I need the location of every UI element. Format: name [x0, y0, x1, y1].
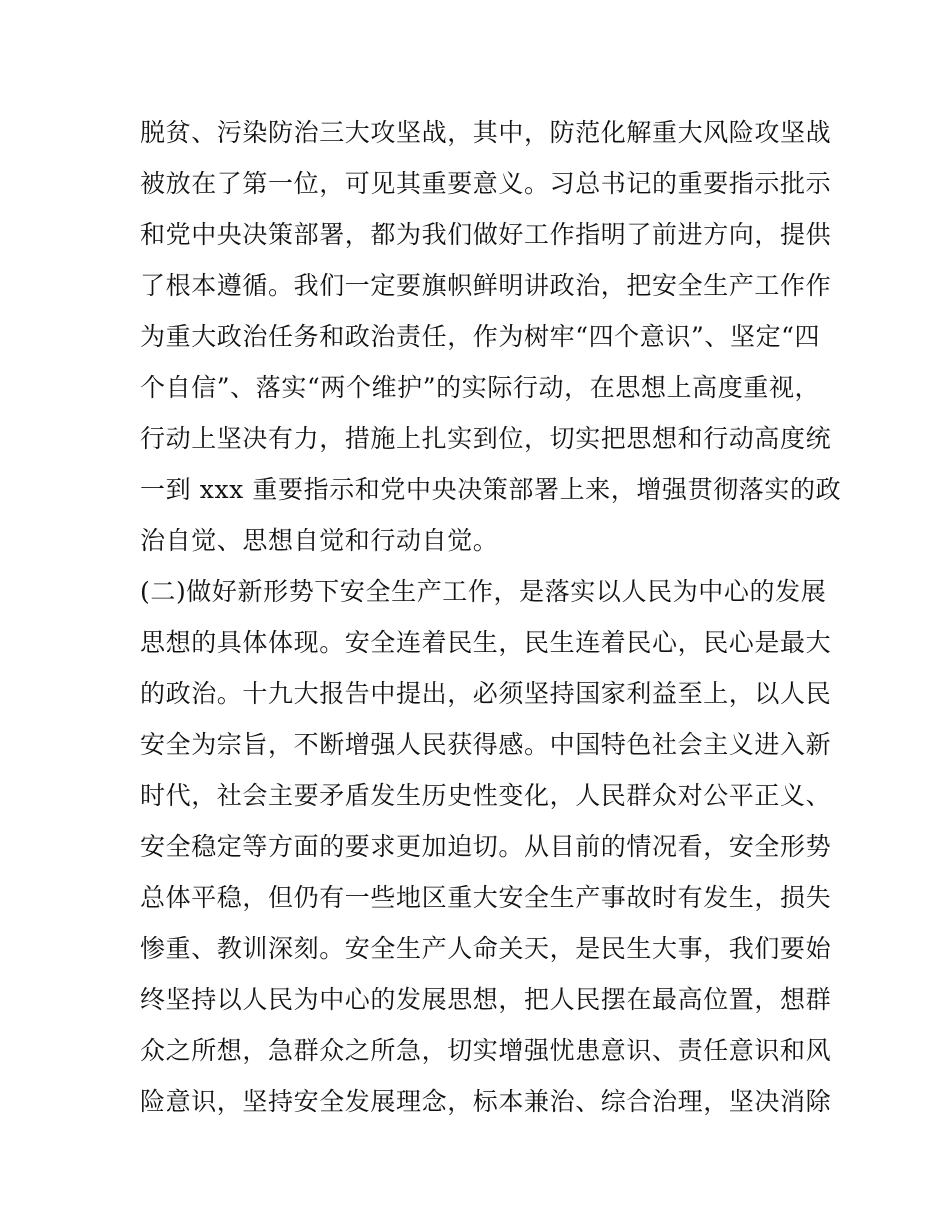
text-line: 为重大政治任务和政治责任，作为树牢“四个意识”、坚定“四 [140, 322, 821, 351]
text-line: 时代，社会主要矛盾发生历史性变化，人民群众对公平正义、 [140, 781, 832, 810]
text-line: 思想的具体体现。安全连着民生，民生连着民心，民心是最大 [140, 628, 832, 657]
text-line: 安全稳定等方面的要求更加迫切。从目前的情况看，安全形势 [140, 832, 832, 861]
text-line: 脱贫、污染防治三大攻坚战，其中，防范化解重大风险攻坚战 [140, 118, 832, 147]
text-line: 众之所想，急群众之所急，切实增强忧患意识、责任意识和风 [140, 1036, 832, 1065]
text-line: 行动上坚决有力，措施上扎实到位，切实把思想和行动高度统 [140, 424, 832, 453]
text-line: 惨重、教训深刻。安全生产人命关天，是民生大事，我们要始 [140, 934, 832, 963]
text-line: 被放在了第一位，可见其重要意义。习总书记的重要指示批示 [140, 169, 832, 198]
body-text [140, 107, 842, 1127]
text-line: 了根本遵循。我们一定要旗帜鲜明讲政治，把安全生产工作作 [140, 271, 832, 300]
section-heading-line: (二)做好新形势下安全生产工作，是落实以人民为中心的发展 [140, 577, 827, 606]
text-line: 一到 xxx 重要指示和党中央决策部署上来，增强贯彻落实的政 [140, 475, 842, 504]
text-line: 总体平稳，但仍有一些地区重大安全生产事故时有发生，损失 [140, 883, 832, 912]
text-line: 治自觉、思想自觉和行动自觉。 [140, 526, 499, 555]
text-line: 和党中央决策部署，都为我们做好工作指明了前进方向，提供 [140, 220, 832, 249]
text-line: 的政治。十九大报告中提出，必须坚持国家利益至上，以人民 [140, 679, 832, 708]
text-line: 安全为宗旨，不断增强人民获得感。中国特色社会主义进入新 [140, 730, 832, 759]
text-line: 险意识，坚持安全发展理念，标本兼治、综合治理，坚决消除 [140, 1087, 832, 1116]
text-line: 终坚持以人民为中心的发展思想，把人民摆在最高位置，想群 [140, 985, 832, 1014]
text-line: 个自信”、落实“两个维护”的实际行动，在思想上高度重视， [140, 373, 821, 402]
